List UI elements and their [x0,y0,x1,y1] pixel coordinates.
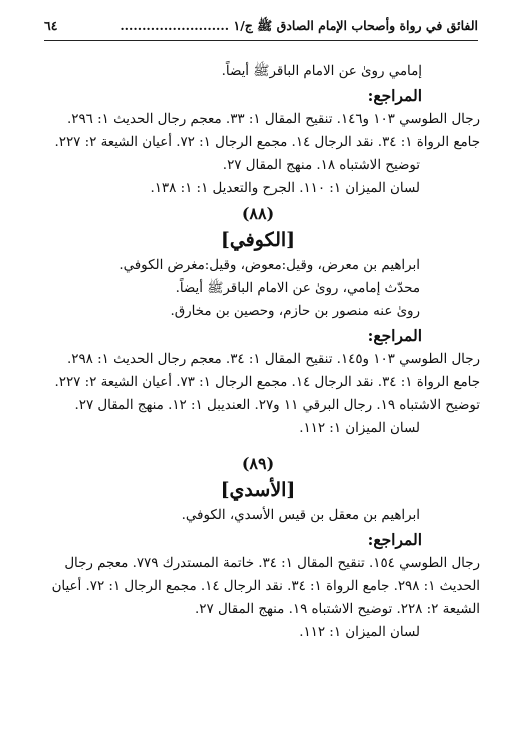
reference-line: لسان الميزان ١: ١١٢. [299,421,420,436]
reference-line: توضيح الاشتباه ١٨. منهج المقال ٢٧. [222,158,420,173]
reference-line: الشيعة ٢: ٢٢٨. توضيح الاشتباه ١٩. منهج المقال ٢٧. [195,602,480,617]
entry-text-line: محدّث إمامي، روىٰ عن الامام الباقرﷺ أيضاً. [175,281,420,296]
reference-line: رجال الطوسي ١٠٣ و١٤٥. تنقيح المقال ١: ٣٤. معجم رجال الحديث ١: ٢٩٨. [66,352,480,367]
entry-number: (٨٨) [241,204,275,223]
page-body [36,60,480,644]
reference-line: رجال الطوسي ١٠٣ و١٤٦. تنقيح المقال ١: ٣٣. معجم رجال الحديث ١: ٢٩٦. [66,112,480,127]
entry-name: [الكوفي] [220,229,296,251]
running-header [44,18,478,41]
entry-text-line: روىٰ عنه منصور بن حازم، وحصين بن مخارق. [170,304,420,319]
reference-line: جامع الرواة ١: ٣٤. نقد الرجال ١٤. مجمع الرجال ١: ٧٢. أعيان الشيعة ٢: ٢٢٧. [54,135,480,150]
reference-line: الحديث ١: ٢٩٨. جامع الرواة ١: ٣٤. نقد الرجال ١٤. مجمع الرجال ١: ٧٢. أعيان [51,579,480,594]
entry-name: [الأسدي] [220,479,296,501]
references-heading: المراجع: [367,86,422,105]
reference-line: لسان الميزان ١: ١١٠. الجرح والتعديل ١: ١: ١٣٨. [150,181,420,196]
running-title: الفائق في رواة وأصحاب الإمام الصادق ﷺ ج/١ ......................... [120,18,478,33]
reference-line: رجال الطوسي ١٥٤. تنقيح المقال ١: ٣٤. خاتمة المستدرك ٧٧٩. معجم رجال [64,556,480,571]
entry-text-line: ابراهيم بن معقل بن قيس الأسدي، الكوفي. [181,508,420,523]
entry-text-line: ابراهيم بن معرض، وقيل:معوض، وقيل:مغرض الكوفي. [119,258,420,273]
entry-number: (٨٩) [241,454,275,473]
reference-line: توضيح الاشتباه ١٩. رجال البرقي ١١ و٢٧. العنديبل ١: ١٢. منهج المقال ٢٧. [74,398,480,413]
reference-line: لسان الميزان ١: ١١٢. [299,625,420,640]
references-heading: المراجع: [367,326,422,345]
reference-line: جامع الرواة ١: ٣٤. نقد الرجال ١٤. مجمع الرجال ١: ٧٣. أعيان الشيعة ٢: ٢٢٧. [54,375,480,390]
page-number: ٦٤ [44,18,58,33]
entry-continuation-line: إمامي روىٰ عن الامام الباقرﷺ أيضاً. [221,64,422,79]
references-heading: المراجع: [367,530,422,549]
